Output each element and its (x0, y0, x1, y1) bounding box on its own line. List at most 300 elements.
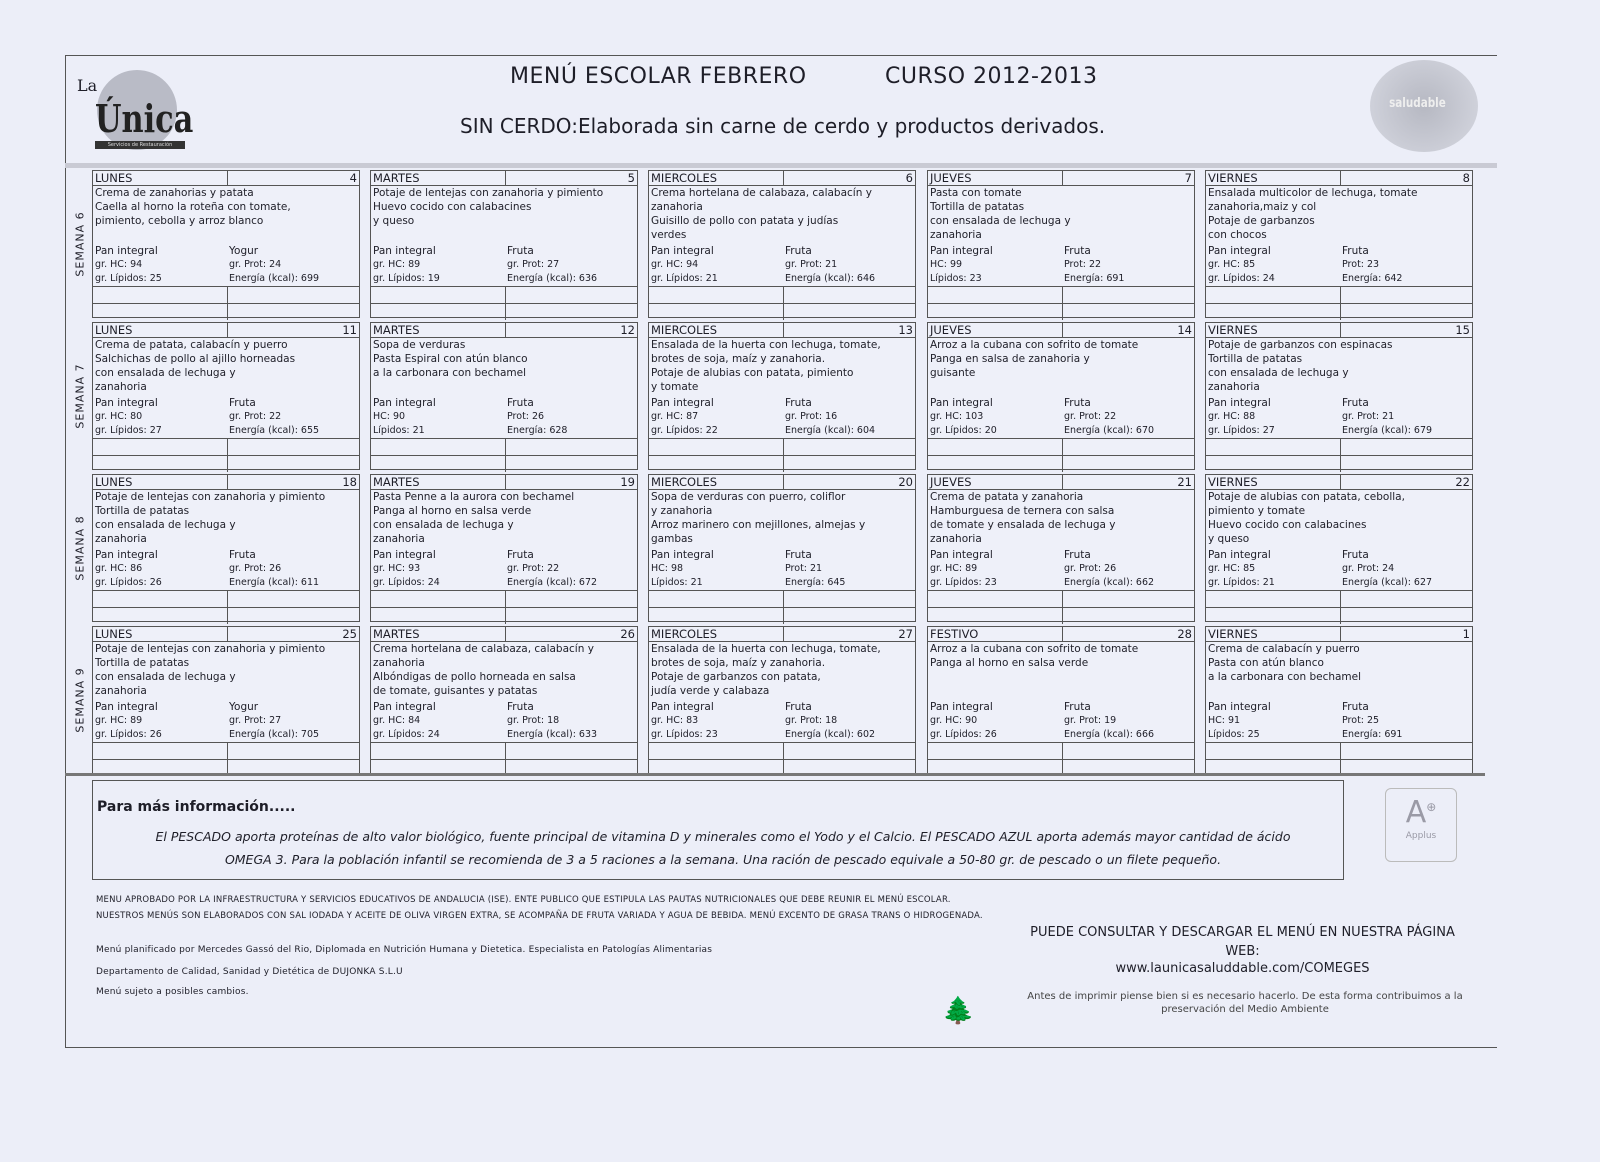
blank-row (649, 607, 915, 624)
course-title: CURSO 2012-2013 (885, 64, 1098, 89)
day-name: FESTIVO (930, 627, 979, 641)
day-header (649, 627, 915, 642)
day-name: JUEVES (930, 475, 972, 489)
blank-row (93, 742, 359, 759)
dish-list (928, 642, 1194, 700)
nutrition-hc: gr. HC: 84 (373, 715, 421, 726)
blank-row (371, 607, 637, 624)
dish-line: Crema hortelana de calabaza, calabacín y (373, 643, 594, 655)
nutrition-lip: gr. Lípidos: 21 (651, 273, 718, 284)
dish-line: a la carbonara con bechamel (1208, 671, 1362, 683)
dish-line: Sopa de verduras con puerro, coliflor (651, 491, 846, 503)
nutrition-energy: Energía (kcal): 666 (1064, 729, 1155, 740)
dish-line: con ensalada de lechuga y (95, 671, 236, 683)
week-label-text: SEMANA 8 (73, 515, 87, 581)
web-line-1: PUEDE CONSULTAR Y DESCARGAR EL MENÚ EN NUESTRA PÁGINA (1030, 925, 1455, 940)
dish-list (649, 490, 915, 548)
day-name: MIERCOLES (651, 475, 718, 489)
nutrition-prot: gr. Prot: 24 (229, 259, 282, 270)
dish-line: con ensalada de lechuga y (373, 519, 514, 531)
dish-line: Ensalada multicolor de lechuga, tomate (1208, 187, 1418, 199)
day-header (1206, 171, 1472, 186)
nutrition-lip: gr. Lípidos: 25 (95, 273, 162, 284)
day-number: 8 (1462, 171, 1470, 185)
nutrition-info (371, 244, 637, 286)
dish-line: y zanahoria (651, 505, 713, 517)
day-number: 12 (620, 323, 635, 337)
day-name: LUNES (95, 627, 133, 641)
header-divider (227, 627, 228, 641)
blank-row (928, 303, 1194, 320)
nutrition-dessert: Fruta (507, 245, 534, 257)
blank-row (928, 607, 1194, 624)
day-number: 27 (898, 627, 913, 641)
footer-planner: Menú planificado por Mercedes Gassó del Rio, Diplomada en Nutrición Humana y Dietetica. Especialista en Patologías Alimentarias (96, 945, 713, 955)
day-number: 11 (342, 323, 357, 337)
dish-line: con ensalada de lechuga y (1208, 367, 1349, 379)
day-cell (92, 170, 360, 318)
nutrition-energy: Energía (kcal): 627 (1342, 577, 1433, 588)
dish-line: Crema hortelana de calabaza, calabacín y (651, 187, 872, 199)
nutrition-info (371, 396, 637, 438)
dish-line: zanahoria (930, 229, 982, 241)
day-name: VIERNES (1208, 323, 1258, 337)
week-label-text: SEMANA 6 (73, 211, 87, 277)
nutrition-energy: Energía (kcal): 670 (1064, 425, 1155, 436)
day-number: 20 (898, 475, 913, 489)
blank-row (93, 438, 359, 455)
nutrition-dessert: Fruta (1342, 549, 1369, 561)
nutrition-info (649, 396, 915, 438)
nutrition-energy: Energía (kcal): 662 (1064, 577, 1155, 588)
blank-row (93, 455, 359, 472)
day-number: 22 (1455, 475, 1470, 489)
dish-list (649, 338, 915, 396)
nutrition-dessert: Fruta (229, 397, 256, 409)
day-name: MARTES (373, 323, 420, 337)
nutrition-energy: Energía (kcal): 602 (785, 729, 876, 740)
day-number: 5 (627, 171, 635, 185)
logo-la: La (77, 76, 98, 95)
header-divider (1062, 475, 1063, 489)
header-divider (1340, 627, 1341, 641)
day-header (1206, 323, 1472, 338)
day-number: 25 (342, 627, 357, 641)
nutrition-info (928, 700, 1194, 742)
nutrition-energy: Energía: 628 (507, 425, 568, 436)
nutrition-hc: gr. HC: 89 (930, 563, 978, 574)
blank-row (649, 438, 915, 455)
header-divider (65, 163, 1497, 168)
day-number: 18 (342, 475, 357, 489)
nutrition-energy: Energía: 642 (1342, 273, 1403, 284)
nutrition-energy: Energía (kcal): 633 (507, 729, 598, 740)
dish-list (928, 186, 1194, 244)
nutrition-prot: gr. Prot: 21 (785, 259, 838, 270)
blank-row (1206, 438, 1472, 455)
blank-row (1206, 286, 1472, 303)
day-cell (927, 626, 1195, 774)
nutrition-dessert: Fruta (507, 397, 534, 409)
dish-line: Arroz a la cubana con sofrito de tomate (930, 643, 1139, 655)
nutrition-prot: Prot: 26 (507, 411, 545, 422)
day-cell (648, 626, 916, 774)
dish-line: Hamburguesa de ternera con salsa (930, 505, 1115, 517)
dish-line: y queso (373, 215, 415, 227)
dish-line: de tomate y ensalada de lechuga y (930, 519, 1116, 531)
dish-line: Panga al horno en salsa verde (930, 657, 1089, 669)
day-name: MIERCOLES (651, 323, 718, 337)
dish-line: con ensalada de lechuga y (930, 215, 1071, 227)
day-name: VIERNES (1208, 171, 1258, 185)
tree-icon: 🌲 (942, 996, 975, 1026)
day-cell (370, 170, 638, 318)
nutrition-hc: gr. HC: 87 (651, 411, 699, 422)
day-number: 6 (905, 171, 913, 185)
blank-row (649, 742, 915, 759)
header-divider (1340, 475, 1341, 489)
dish-line: Potaje de lentejas con zanahoria y pimiento (95, 491, 326, 503)
dish-line: a la carbonara con bechamel (373, 367, 527, 379)
dish-line: zanahoria,maiz y col (1208, 201, 1317, 213)
nutrition-energy: Energía (kcal): 636 (507, 273, 598, 284)
dish-line: Huevo cocido con calabacines (1208, 519, 1367, 531)
nutrition-energy: Energía (kcal): 672 (507, 577, 598, 588)
blank-row (1206, 742, 1472, 759)
blank-row (1206, 590, 1472, 607)
dish-line: Crema de zanahorias y patata (95, 187, 254, 199)
nutrition-hc: gr. HC: 94 (95, 259, 143, 270)
nutrition-info (1206, 548, 1472, 590)
day-name: LUNES (95, 171, 133, 185)
blank-row (928, 590, 1194, 607)
day-cell (370, 474, 638, 622)
dish-list (93, 338, 359, 396)
day-number: 15 (1455, 323, 1470, 337)
nutrition-bread: Pan integral (930, 397, 993, 409)
dish-line: Salchichas de pollo al ajillo horneadas (95, 353, 296, 365)
saludable-logo (1370, 60, 1478, 152)
day-cell (927, 474, 1195, 622)
header-divider (227, 475, 228, 489)
nutrition-energy: Energía (kcal): 646 (785, 273, 876, 284)
nutrition-info (1206, 244, 1472, 286)
menu-title: MENÚ ESCOLAR FEBRERO (510, 64, 807, 89)
nutrition-info (649, 700, 915, 742)
header-divider (783, 323, 784, 337)
nutrition-bread: Pan integral (1208, 245, 1271, 257)
nutrition-lip: gr. Lípidos: 22 (651, 425, 718, 436)
nutrition-lip: gr. Lípidos: 26 (95, 729, 162, 740)
header-divider (505, 171, 506, 185)
nutrition-info (928, 396, 1194, 438)
dish-list (928, 490, 1194, 548)
web-line-2: WEB: (1225, 944, 1260, 959)
nutrition-dessert: Fruta (507, 549, 534, 561)
dish-line: pimiento, cebolla y arroz blanco (95, 215, 264, 227)
dish-line: zanahoria (373, 533, 425, 545)
nutrition-prot: gr. Prot: 18 (507, 715, 560, 726)
logo-tagline: Servicios de Restauración (95, 141, 185, 149)
dish-line: Potaje de lentejas con zanahoria y pimiento (95, 643, 326, 655)
dish-list (649, 186, 915, 244)
day-header (93, 323, 359, 338)
blank-row (93, 590, 359, 607)
dish-line: con chocos (1208, 229, 1267, 241)
day-name: MIERCOLES (651, 171, 718, 185)
dish-line: Arroz a la cubana con sofrito de tomate (930, 339, 1139, 351)
blank-row (371, 455, 637, 472)
dish-line: zanahoria (95, 533, 147, 545)
nutrition-bread: Pan integral (373, 549, 436, 561)
dish-line: guisante (930, 367, 976, 379)
dish-line: Tortilla de patatas (1208, 353, 1303, 365)
nutrition-energy: Energía (kcal): 611 (229, 577, 320, 588)
nutrition-energy: Energía (kcal): 604 (785, 425, 876, 436)
dish-line: Crema de patata, calabacín y puerro (95, 339, 288, 351)
day-header (1206, 627, 1472, 642)
day-cell (1205, 626, 1473, 774)
dish-line: Pasta con tomate (930, 187, 1022, 199)
nutrition-bread: Pan integral (95, 245, 158, 257)
nutrition-hc: gr. HC: 85 (1208, 563, 1256, 574)
nutrition-bread: Pan integral (95, 549, 158, 561)
header-divider (505, 323, 506, 337)
day-number: 14 (1177, 323, 1192, 337)
nutrition-info (93, 548, 359, 590)
nutrition-prot: gr. Prot: 19 (1064, 715, 1117, 726)
nutrition-bread: Pan integral (651, 701, 714, 713)
day-header (371, 627, 637, 642)
day-number: 26 (620, 627, 635, 641)
dish-line: Arroz marinero con mejillones, almejas y (651, 519, 866, 531)
dish-line: Potaje de garbanzos con espinacas (1208, 339, 1393, 351)
nutrition-dessert: Yogur (229, 701, 259, 713)
dish-line: con ensalada de lechuga y (95, 519, 236, 531)
dish-line: Albóndigas de pollo horneada en salsa (373, 671, 576, 683)
day-cell (92, 626, 360, 774)
dish-list (1206, 338, 1472, 396)
dish-line: verdes (651, 229, 687, 241)
day-cell (1205, 322, 1473, 470)
nutrition-info (1206, 700, 1472, 742)
nutrition-info (649, 548, 915, 590)
nutrition-dessert: Fruta (785, 701, 812, 713)
day-name: MARTES (373, 475, 420, 489)
nutrition-prot: gr. Prot: 26 (1064, 563, 1117, 574)
day-cell (648, 474, 916, 622)
header-divider (505, 475, 506, 489)
nutrition-lip: gr. Lípidos: 24 (373, 729, 440, 740)
blank-row (649, 590, 915, 607)
day-number: 1 (1462, 627, 1470, 641)
nutrition-info (649, 244, 915, 286)
dish-list (649, 642, 915, 700)
nutrition-hc: gr. HC: 83 (651, 715, 699, 726)
nutrition-info (1206, 396, 1472, 438)
dish-line: Panga en salsa de zanahoria y (930, 353, 1090, 365)
nutrition-dessert: Fruta (1064, 245, 1091, 257)
day-header (928, 323, 1194, 338)
nutrition-prot: gr. Prot: 22 (507, 563, 560, 574)
nutrition-hc: gr. HC: 90 (930, 715, 978, 726)
blank-row (928, 438, 1194, 455)
nutrition-hc: HC: 98 (651, 563, 684, 574)
day-header (93, 171, 359, 186)
blank-row (1206, 607, 1472, 624)
nutrition-hc: gr. HC: 88 (1208, 411, 1256, 422)
grid-bottom-line (65, 773, 1485, 776)
blank-row (928, 286, 1194, 303)
dish-line: Pasta Penne a la aurora con bechamel (373, 491, 575, 503)
dish-list (371, 186, 637, 244)
header-divider (227, 323, 228, 337)
nutrition-lip: Lípidos: 25 (1208, 729, 1260, 740)
day-header (928, 171, 1194, 186)
dish-line: Tortilla de patatas (95, 657, 190, 669)
nutrition-prot: gr. Prot: 21 (1342, 411, 1395, 422)
eco-note: Antes de imprimir piense bien si es necesario hacerlo. De esta forma contribuimos a la preservación del Medio Ambiente (1027, 991, 1463, 1015)
day-header (649, 171, 915, 186)
nutrition-lip: gr. Lípidos: 24 (1208, 273, 1275, 284)
nutrition-prot: gr. Prot: 18 (785, 715, 838, 726)
day-cell (648, 322, 916, 470)
nutrition-lip: Lípidos: 23 (930, 273, 982, 284)
nutrition-dessert: Fruta (785, 549, 812, 561)
blank-row (93, 303, 359, 320)
nutrition-lip: gr. Lípidos: 24 (373, 577, 440, 588)
nutrition-hc: gr. HC: 89 (373, 259, 421, 270)
header-divider (1340, 171, 1341, 185)
dish-line: judía verde y calabaza (651, 685, 770, 697)
header-divider (1340, 323, 1341, 337)
nutrition-lip: gr. Lípidos: 26 (95, 577, 162, 588)
day-number: 13 (898, 323, 913, 337)
dish-line: Tortilla de patatas (930, 201, 1025, 213)
footer-department: Departamento de Calidad, Sanidad y Dietética de DUJONKA S.L.U (96, 967, 403, 977)
week-label-text: SEMANA 7 (73, 363, 87, 429)
nutrition-info (928, 244, 1194, 286)
nutrition-info (928, 548, 1194, 590)
day-header (93, 627, 359, 642)
day-cell (1205, 170, 1473, 318)
day-cell (370, 322, 638, 470)
nutrition-bread: Pan integral (95, 701, 158, 713)
dish-line: zanahoria (1208, 381, 1260, 393)
nutrition-hc: gr. HC: 103 (930, 411, 984, 422)
dish-line: Pasta con atún blanco (1208, 657, 1324, 669)
blank-row (371, 303, 637, 320)
dish-line: Pasta Espiral con atún blanco (373, 353, 528, 365)
header-divider (783, 627, 784, 641)
header-divider (783, 171, 784, 185)
day-cell (927, 170, 1195, 318)
footer-approval: MENU APROBADO POR LA INFRAESTRUCTURA Y SERVICIOS EDUCATIVOS DE ANDALUCIA (ISE). ENTE PUBLICO QUE ESTIPULA LAS PAUTAS NUTRICIONALES QUE DEBE REUNIR EL MENÚ ESCOLAR. (96, 895, 951, 905)
day-header (649, 323, 915, 338)
week-label (68, 322, 93, 470)
dish-line: Huevo cocido con calabacines (373, 201, 532, 213)
dish-line: Ensalada de la huerta con lechuga, tomate, (651, 339, 881, 351)
nutrition-prot: Prot: 21 (785, 563, 823, 574)
nutrition-lip: gr. Lípidos: 20 (930, 425, 997, 436)
dish-list (371, 490, 637, 548)
dish-line: Crema de patata y zanahoria (930, 491, 1084, 503)
day-name: MARTES (373, 171, 420, 185)
dish-line: zanahoria (930, 533, 982, 545)
nutrition-lip: gr. Lípidos: 23 (930, 577, 997, 588)
nutrition-energy: Energía: 691 (1342, 729, 1403, 740)
nutrition-energy: Energía: 691 (1064, 273, 1125, 284)
blank-row (93, 286, 359, 303)
day-number: 19 (620, 475, 635, 489)
dish-list (371, 642, 637, 700)
dish-line: Potaje de alubias con patata, cebolla, (1208, 491, 1405, 503)
dish-list (93, 490, 359, 548)
day-header (1206, 475, 1472, 490)
nutrition-bread: Pan integral (651, 549, 714, 561)
blank-row (371, 590, 637, 607)
nutrition-hc: HC: 91 (1208, 715, 1241, 726)
nutrition-info (93, 244, 359, 286)
nutrition-bread: Pan integral (1208, 397, 1271, 409)
dish-line: Sopa de verduras (373, 339, 466, 351)
nutrition-dessert: Fruta (1342, 701, 1369, 713)
day-name: JUEVES (930, 171, 972, 185)
info-heading: Para más información..... (97, 799, 296, 815)
nutrition-lip: gr. Lípidos: 26 (930, 729, 997, 740)
nutrition-bread: Pan integral (373, 245, 436, 257)
blank-row (93, 607, 359, 624)
week-label (68, 170, 93, 318)
blank-row (649, 455, 915, 472)
nutrition-lip: gr. Lípidos: 19 (373, 273, 440, 284)
blank-row (649, 286, 915, 303)
day-name: MARTES (373, 627, 420, 641)
nutrition-dessert: Fruta (785, 245, 812, 257)
logo-unica: Única (95, 96, 194, 141)
header-divider (783, 475, 784, 489)
week-label (68, 474, 93, 622)
dish-line: brotes de soja, maíz y zanahoria. (651, 353, 826, 365)
day-cell (648, 170, 916, 318)
nutrition-energy: Energía: 645 (785, 577, 846, 588)
day-cell (927, 322, 1195, 470)
dish-line: gambas (651, 533, 693, 545)
dish-line: Panga al horno en salsa verde (373, 505, 532, 517)
nutrition-prot: gr. Prot: 27 (507, 259, 560, 270)
nutrition-dessert: Yogur (229, 245, 259, 257)
blank-row (371, 438, 637, 455)
info-text: El PESCADO aporta proteínas de alto valor biológico, fuente principal de vitamina D y minerales como el Yodo y el Calcio. El PESCADO AZUL aporta además mayor cantidad de ácido OMEGA 3. Para la población infantil se recomienda de 3 a 5 raciones a la semana. Una ración de pescado equivale a 50-80 gr. de pescado o un filete pequeño. (155, 829, 1291, 867)
nutrition-lip: Lípidos: 21 (373, 425, 425, 436)
nutrition-bread: Pan integral (1208, 549, 1271, 561)
dish-line: brotes de soja, maíz y zanahoria. (651, 657, 826, 669)
blank-row (371, 286, 637, 303)
info-box (92, 780, 1344, 880)
nutrition-lip: Lípidos: 21 (651, 577, 703, 588)
dish-line: Guisillo de pollo con patata y judías (651, 215, 839, 227)
day-number: 4 (349, 171, 357, 185)
day-name: VIERNES (1208, 475, 1258, 489)
dish-line: Potaje de garbanzos con patata, (651, 671, 821, 683)
nutrition-dessert: Fruta (785, 397, 812, 409)
web-url[interactable]: www.launicasaluddable.com/COMEGES (1115, 961, 1370, 976)
nutrition-dessert: Fruta (1064, 397, 1091, 409)
nutrition-info (371, 548, 637, 590)
day-header (649, 475, 915, 490)
saludable-logo-text: saludable (1389, 96, 1446, 111)
nutrition-energy: Energía (kcal): 655 (229, 425, 320, 436)
